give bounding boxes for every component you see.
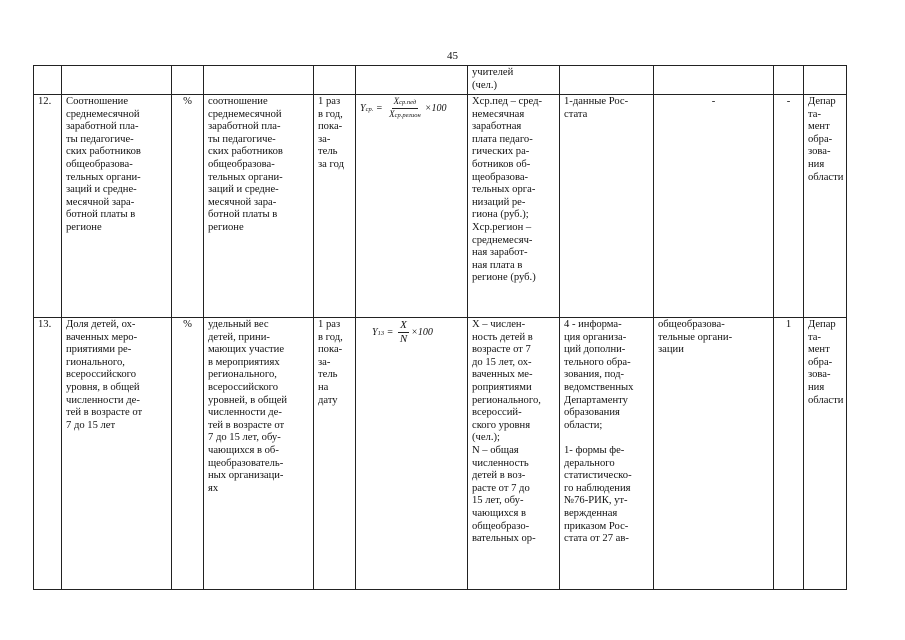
cell-source: 4 - информа- ция организа- ций дополни- тельного обра- зования, под- ведомственных Департаменту образования области; 1- формы фе- дерального статистическо- го наблюдения №76-РИК, ут- вержденная приказом Рос- стата от 27 ав-	[560, 318, 654, 590]
table-row	[34, 318, 847, 590]
cell-code: -	[774, 95, 804, 318]
cell-formula	[356, 318, 468, 590]
table-row	[34, 95, 847, 318]
cell-organizations: общеобразова- тельные органи- зации	[654, 318, 774, 590]
cell-variables: учителей (чел.)	[468, 66, 560, 95]
page-number: 45	[447, 50, 458, 62]
cell-variables: X – числен- ность детей в возрасте от 7 до 15 лет, ох- ваченных ме- роприятиями регионального, всероссий- ского уровня (чел.); N – общая численность детей в воз- расте от 7 до 15 лет, обу- чающихся в общеобразо- вательных ор-	[468, 318, 560, 590]
cell-responsible: Депар та- мент обра- зова- ния области	[804, 318, 847, 590]
cell-period: 1 раз в год, пока- за- тель на дату	[314, 318, 356, 590]
cell-source: 1-данные Рос- стата	[560, 95, 654, 318]
formula: Yср. = $\frac{\text{Xср.пед}}{\text{Xср.регион}}$ ×100	[360, 96, 447, 119]
cell-period: 1 раз в год, пока- за- тель за год	[314, 95, 356, 318]
cell-indicator-name: Доля детей, ох- ваченных меро- приятиями ре- гионального, всероссийского уровня, в общей численности де- тей в возрасте от 7 до 15 лет	[62, 318, 172, 590]
cell-definition: удельный вес детей, прини- мающих участие в мероприятиях регионального, всероссийского уровней, в общей численности де- тей в возрасте от 7 до 15 лет, обу- чающихся в об- щеобразователь- ных организаци- ях	[204, 318, 314, 590]
cell-variables: Xср.пед – сред- немесячная заработная плата педаго- гических ра- ботников об- щеобразова- тельных орга- низаций ре- гиона (руб.); Xср.регион – среднемесяч- ная заработ- ная плата в регионе (руб.)	[468, 95, 560, 318]
table-row-continuation	[34, 66, 847, 95]
cell-organizations: -	[654, 95, 774, 318]
formula: Y13 = $\frac{X}{N}$ ×100	[372, 319, 433, 345]
cell-responsible: Депар та- мент обра- зова- ния области	[804, 95, 847, 318]
cell-indicator-name: Соотношение среднемесячной заработной пла- ты педагогиче- ских работников общеобразова- тельных органи- заций и средне- месячной зара- ботной платы в регионе	[62, 95, 172, 318]
cell-formula	[356, 95, 468, 318]
cell-number: 12.	[34, 95, 62, 318]
cell-definition: соотношение среднемесячной заработной пла- ты педагогиче- ских работников общеобразова- тельных органи- заций и средне- месячной зара- ботной платы в регионе	[204, 95, 314, 318]
cell-code: 1	[774, 318, 804, 590]
cell-unit: %	[172, 95, 204, 318]
cell-unit: %	[172, 318, 204, 590]
indicators-table	[33, 65, 847, 590]
cell-number: 13.	[34, 318, 62, 590]
